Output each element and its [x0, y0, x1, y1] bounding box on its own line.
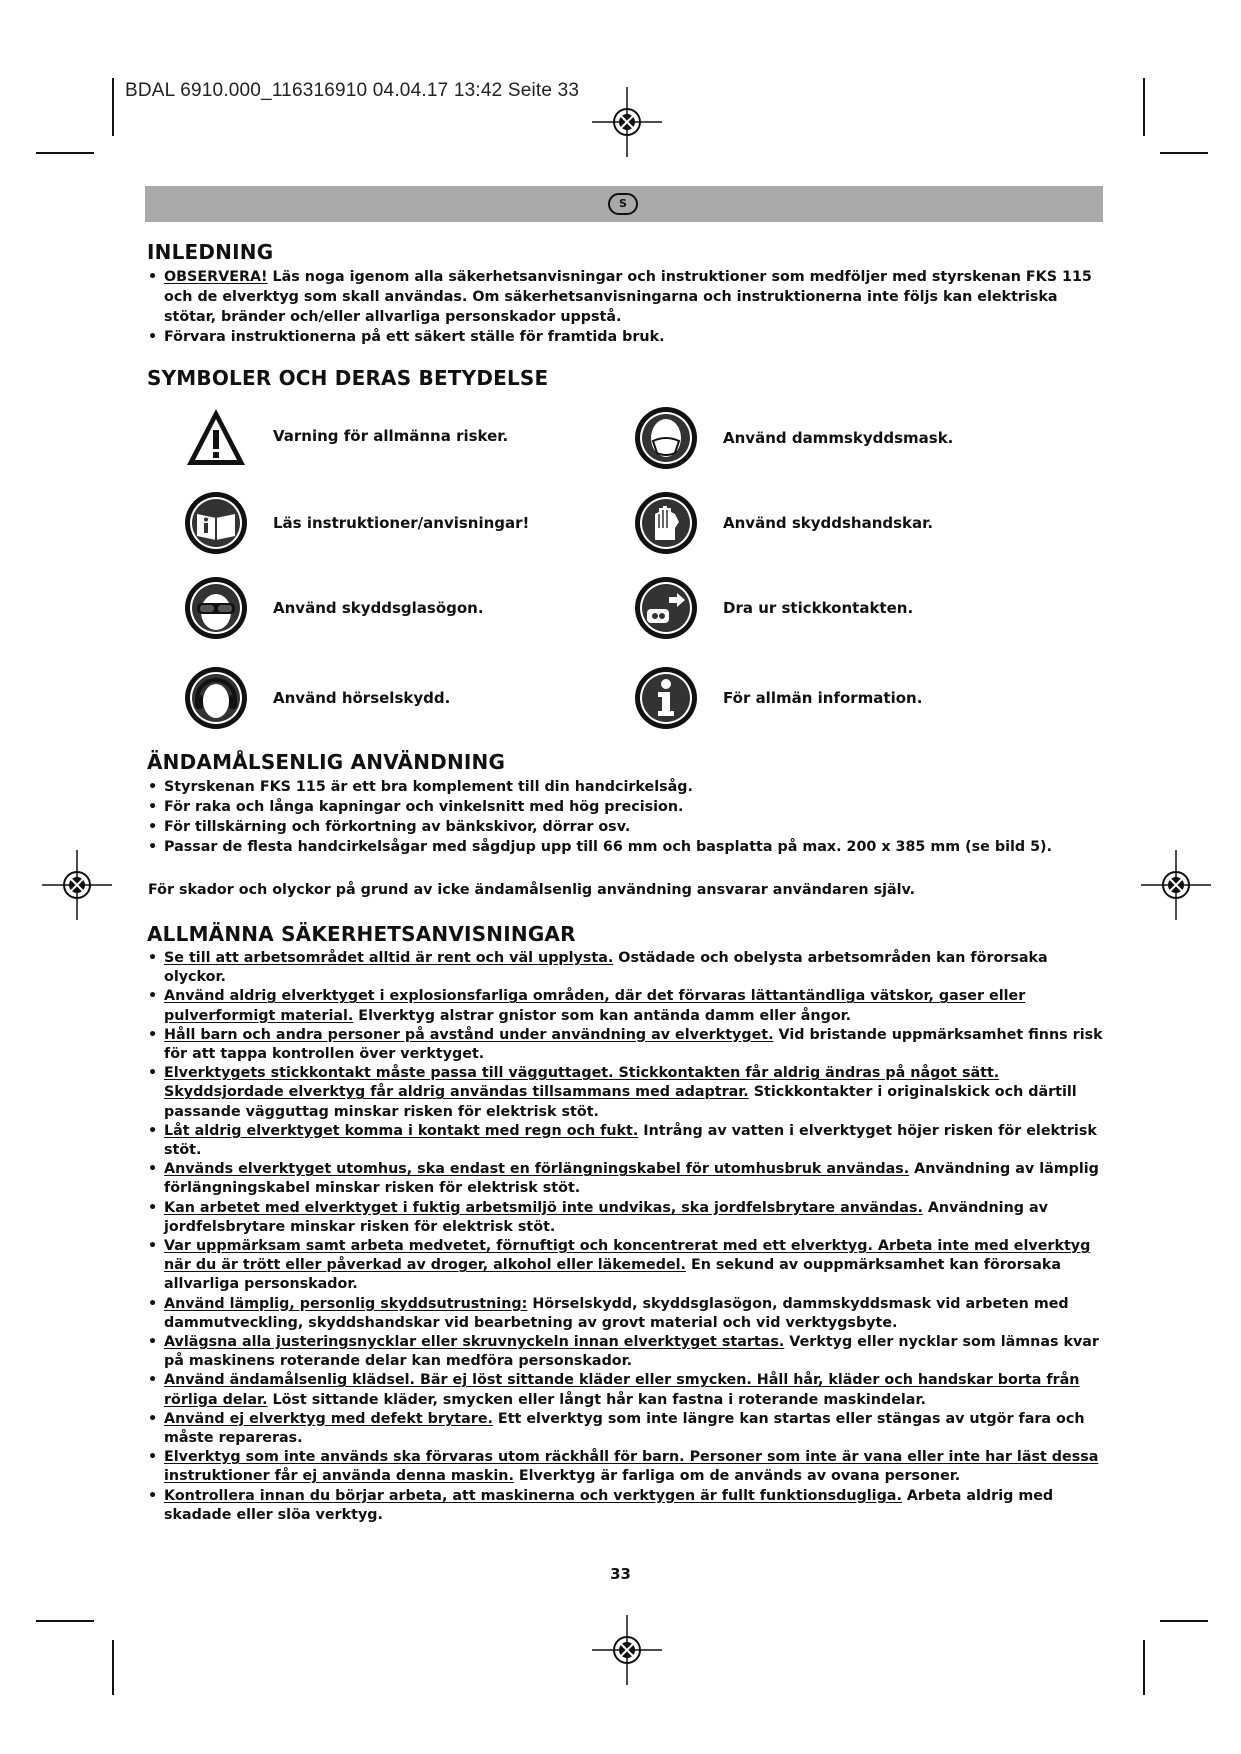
list-item: • Använd aldrig elverktyget i explosionsfarliga områden, där det förvaras lättantändliga vätskor, gaser eller pulverformigt material. Elverktyg alstrar gnistor som kan antända damm eller ångor. [148, 987, 1108, 1025]
crop-mark [1143, 1640, 1145, 1695]
list-item: • Elverktygets stickkontakt måste passa till vägguttaget. Stickkontakten får aldrig ändras på något sätt. Skyddsjordade elverktyg får aldrig användas tillsammans med adaptrar. Stickkontakter i originalskick och därtill passande vägguttag minskar risken för elektrisk stöt. [148, 1064, 1108, 1122]
section-title-intro: INLEDNING [147, 240, 274, 264]
registration-mark-icon [592, 1615, 662, 1685]
list-item: • Låt aldrig elverktyget komma i kontakt med regn och fukt. Intrång av vatten i elverktyget höjer risken för elektrisk stöt. [148, 1122, 1108, 1160]
crop-mark [1160, 1620, 1208, 1622]
list-item: • OBSERVERA! Läs noga igenom alla säkerhetsanvisningar och instruktioner som medföljer med styrskenan FKS 115 och de elverktyg som skall användas. Om säkerhetsanvisningarna och instruktionerna inte följs kan elektriska stötar, bränder och/eller allvarliga personskador uppstå. [148, 267, 1108, 327]
registration-mark-icon [592, 87, 662, 157]
list-item: • Använd ändamålsenlig klädsel. Bär ej löst sittande kläder eller smycken. Håll hår, kläder och handskar borta från rörliga delar. Löst sittande kläder, smycken eller långt hår kan fastna i roterande maskindelar. [148, 1371, 1108, 1409]
list-item: • Används elverktyget utomhus, ska endast en förlängningskabel för utomhusbruk användas. Användning av lämplig förlängningskabel minskar risken för elektrisk stöt. [148, 1160, 1108, 1198]
language-badge: S [608, 193, 638, 215]
intended-use-note: För skador och olyckor på grund av icke ändamålsenlig användning ansvarar användaren själv. [148, 882, 916, 898]
unplug-icon [633, 575, 699, 641]
registration-mark-icon [1141, 850, 1211, 920]
crop-mark [36, 152, 94, 154]
list-item: • Avlägsna alla justeringsnycklar eller skruvnyckeln innan elverktyget startas. Verktyg eller nycklar som lämnas kvar på maskinens roterande delar kan medföra personskador. [148, 1333, 1108, 1371]
intended-use-list [148, 777, 1108, 857]
information-icon [633, 665, 699, 731]
crop-mark [1160, 152, 1208, 154]
safety-goggles-icon [183, 575, 249, 641]
crop-mark [1143, 78, 1145, 136]
page-number: 33 [610, 1565, 631, 1583]
list-item: • För tillskärning och förkortning av bänkskivor, dörrar osv. [148, 817, 1108, 837]
section-title-safety: ALLMÄNNA SÄKERHETSANVISNINGAR [147, 922, 576, 946]
registration-mark-icon [42, 850, 112, 920]
read-instructions-icon [183, 490, 249, 556]
list-item: • Förvara instruktionerna på ett säkert ställe för framtida bruk. [148, 327, 1108, 347]
crop-mark [112, 1640, 114, 1695]
list-item: • Passar de flesta handcirkelsågar med sågdjup upp till 66 mm och basplatta på max. 200 x 385 mm (se bild 5). [148, 837, 1108, 857]
symbol-label: Varning för allmänna risker. [273, 427, 509, 445]
symbol-label: Läs instruktioner/anvisningar! [273, 514, 530, 532]
list-item: • Håll barn och andra personer på avstånd under användning av elverktyget. Vid bristande uppmärksamhet finns risk för att tappa kontrollen över verktyget. [148, 1026, 1108, 1064]
list-item: • Kan arbetet med elverktyget i fuktig arbetsmiljö inte undvikas, ska jordfelsbrytare användas. Användning av jordfelsbrytare minskar risken för elektrisk stöt. [148, 1199, 1108, 1237]
symbol-label: Använd hörselskydd. [273, 689, 451, 707]
safety-list [148, 949, 1108, 1525]
symbol-label: Använd dammskyddsmask. [723, 429, 954, 447]
list-item: • För raka och långa kapningar och vinkelsnitt med hög precision. [148, 797, 1108, 817]
symbol-label: För allmän information. [723, 689, 923, 707]
list-item: • Styrskenan FKS 115 är ett bra komplement till din handcirkelsåg. [148, 777, 1108, 797]
section-title-symbols: SYMBOLER OCH DERAS BETYDELSE [147, 366, 549, 390]
print-header: BDAL 6910.000_116316910 04.04.17 13:42 Seite 33 [125, 80, 580, 101]
section-title-intended-use: ÄNDAMÅLSENLIG ANVÄNDNING [147, 750, 506, 774]
list-item: • Använd ej elverktyg med defekt brytare. Ett elverktyg som inte längre kan startas eller stängas av utgör fara och måste repareras. [148, 1410, 1108, 1448]
hearing-protection-icon [183, 665, 249, 731]
list-item: • Kontrollera innan du börjar arbeta, att maskinerna och verktygen är fullt funktionsdugliga. Arbeta aldrig med skadade eller slöa verktyg. [148, 1487, 1108, 1525]
dust-mask-icon [633, 405, 699, 471]
symbol-label: Använd skyddshandskar. [723, 514, 934, 532]
list-item: • Använd lämplig, personlig skyddsutrustning: Hörselskydd, skyddsglasögon, dammskyddsmask vid arbeten med dammutveckling, skyddshandskar vid bearbetning av grovt material och vid verktygsbyte. [148, 1295, 1108, 1333]
symbol-label: Dra ur stickkontakten. [723, 599, 914, 617]
intro-text [148, 267, 1108, 347]
list-item: • Var uppmärksam samt arbeta medvetet, förnuftigt och koncentrerat med ett elverktyg. Arbeta inte med elverktyg när du är trött eller påverkad av droger, alkohol eller läkemedel. En sekund av ouppmärksamhet kan förorsaka allvarliga personskador. [148, 1237, 1108, 1295]
list-item: • Elverktyg som inte används ska förvaras utom räckhåll för barn. Personer som inte är vana eller inte har läst dessa instruktioner får ej använda denna maskin. Elverktyg är farliga om de används av ovana personer. [148, 1448, 1108, 1486]
protective-gloves-icon [633, 490, 699, 556]
crop-mark [36, 1620, 94, 1622]
warning-triangle-icon [183, 405, 249, 471]
crop-mark [112, 78, 114, 136]
symbol-label: Använd skyddsglasögon. [273, 599, 484, 617]
list-item: • Se till att arbetsområdet alltid är rent och väl upplysta. Ostädade och obelysta arbetsområden kan förorsaka olyckor. [148, 949, 1108, 987]
